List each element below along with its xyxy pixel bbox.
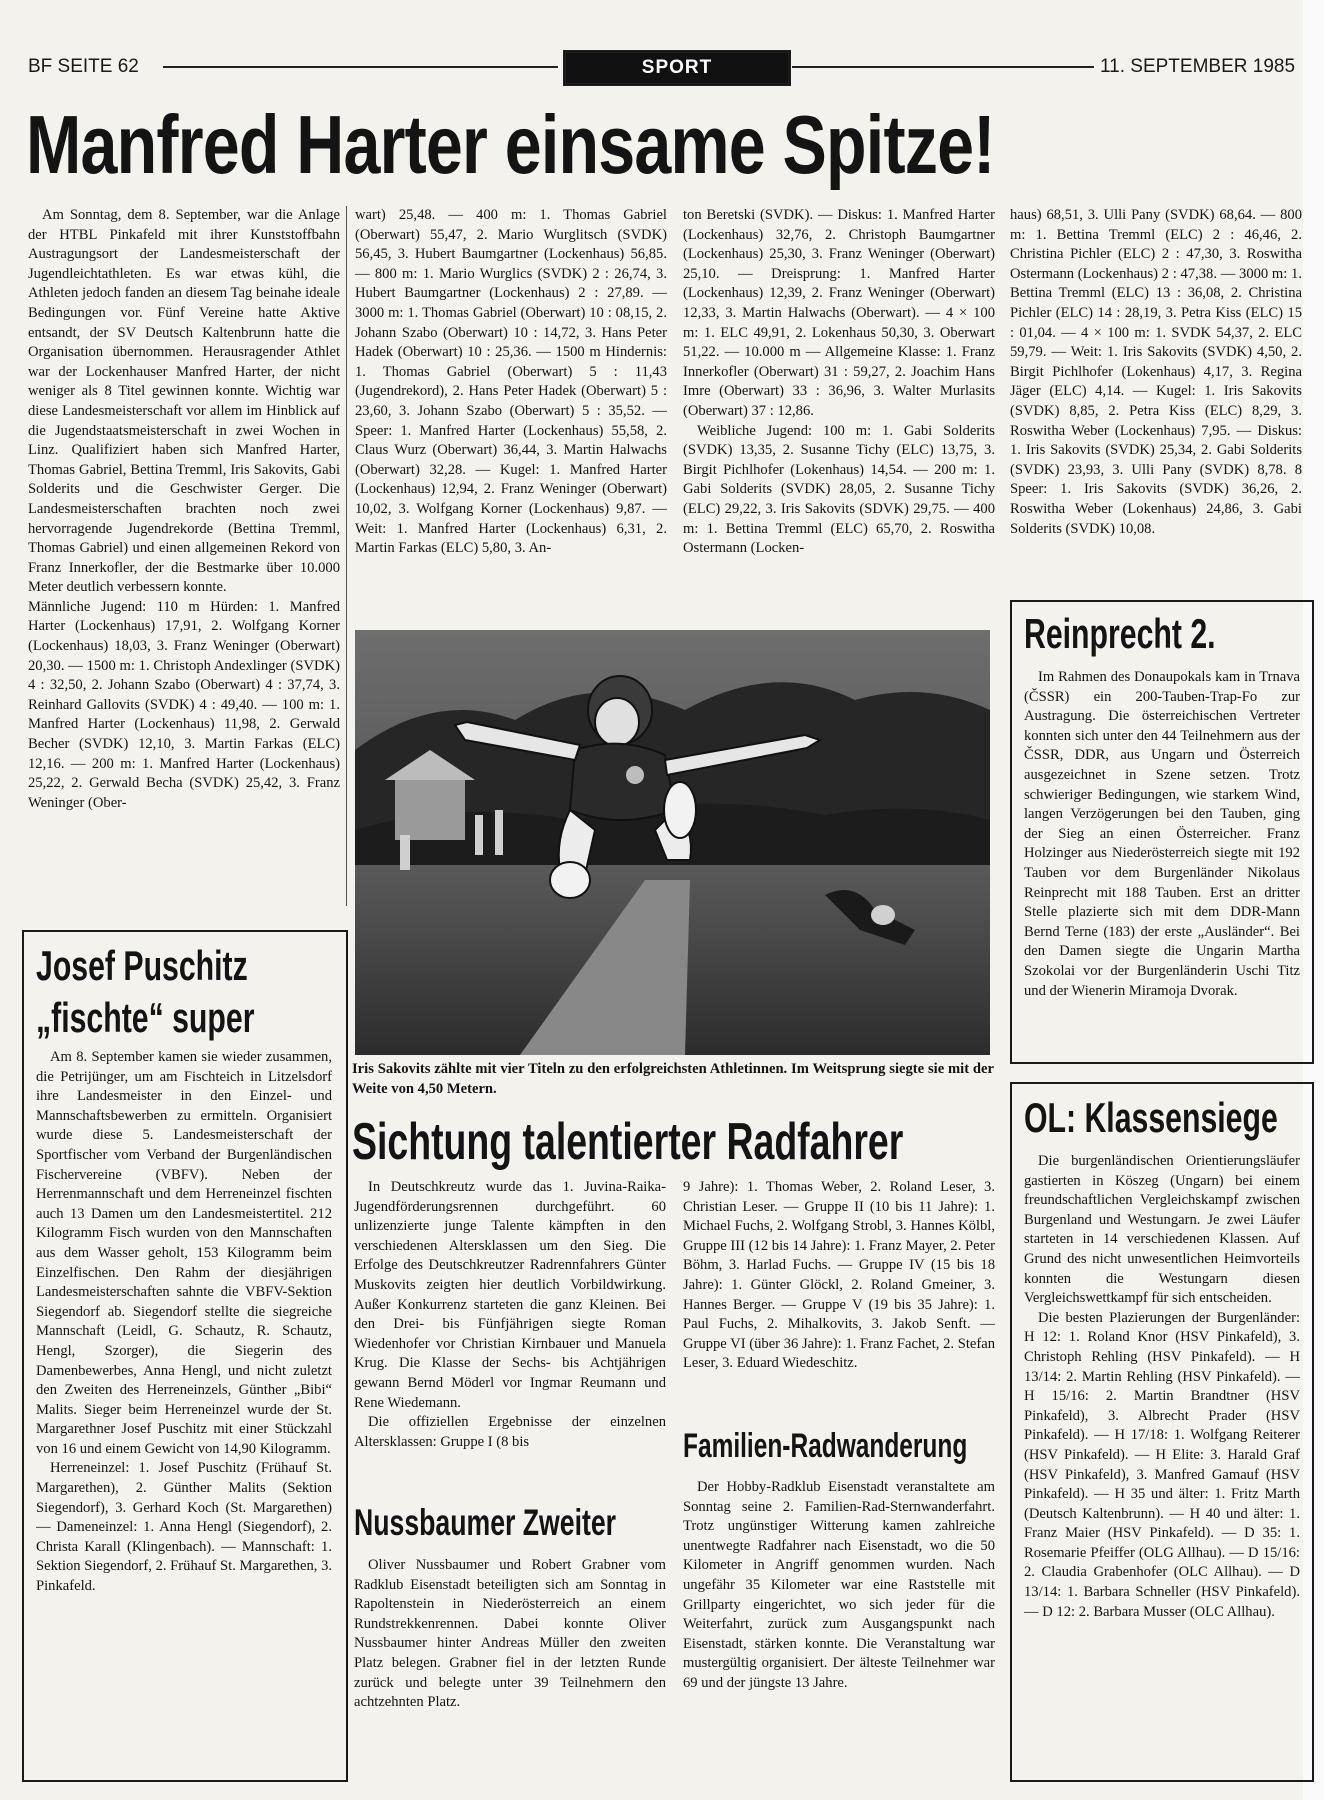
ol-headline: OL: Klassensiege xyxy=(1024,1094,1278,1141)
header-rule-left xyxy=(163,66,558,68)
photo-caption: Iris Sakovits zählte mit vier Titeln zu den erfolgreichsten Athletinnen. Im Weitsprung siegte sie mit der Weite von 4,50 Metern. xyxy=(352,1061,994,1097)
article-intro: Am Sonntag, dem 8. September, war die Anlage der HTBL Pinkafeld mit ihrer Kunststoffbahn Austragungsort der Landesmeisterschaft der Jugendleichtathleten. Es war etwas kühl, die Athleten jedoch fanden an diesem Tag beinahe ideale Bedingungen vor. Fünf Vereine hatte Aktive entsandt, der SV Deutsch Kaltenbrunn hatte die Organisation übernommen. Herausragender Athlet war der Lockenhauser Manfred Harter, der nicht weniger als 8 Titel gewinnen konnte. Wichtig war diese Landesmeisterschaft vor allem im Hinblick auf die Jugendstaatsmeisterschaft in zwei Wochen in Linz. Qualifiziert haben sich Manfred Harter, Thomas Gabriel, Bettina Tremml, Iris Sakovits, Gabi Solderits und die Geschwister Gerger. Die Landesmeisterschaften brachten noch zwei hervorragende Jugendrekorde (Bettina Tremml, Thomas Gabriel) und einen allgemeinen Rekord von Franz Innerkofler, der die Bestmarke über 10.000 Meter deutlich verbessern konnte. xyxy=(28,207,340,596)
reinprecht-body xyxy=(1024,668,1300,1056)
reinprecht-text: Im Rahmen des Donaupokals kam in Trnava (ČSSR) ein 200-Tauben-Trap-Fo zur Austragung. Die österreichischen Vertreter konnten sich unter den 44 Teilnehmern aus der ČSSR, DDR, aus Ungarn und Österreich ausgezeichnet in Szene setzen. Trotz schwieriger Bedingungen, wie starkem Wind, langen Verzögerungen bei den Tauben, ging der Sieg an einen Österreicher. Franz Holzinger aus Niederösterreich siegte mit 192 Tauben vor dem Burgenländer Nikolaus Reinprecht mit 188 Tauben. Erst an dritter Stelle plazierte sich mit dem DDR-Mann Bernd Terne (183) der erste „Ausländer“. Bei den Damen siegte die Ungarin Martha Szokolai vor der Burgenländerin Uschi Titz und der Wienerin Miramoja Dvorak. xyxy=(1024,669,1300,999)
page-number: BF SEITE 62 xyxy=(28,56,139,77)
results-continued-3: haus) 68,51, 3. Ulli Pany (SVDK) 68,64. — 800 m: 1. Bettina Tremml (ELC) 2 : 46,46, 2. Christina Pichler (ELC) 2 : 47,30, 3. Roswitha Ostermann (Lockenhaus) 2 : 47,38. — 3000 m: 1. Bettina Tremml (ELC) 13 : 36,08, 2. Christina Pichler (ELC) 14 : 28,19, 3. Petra Kiss (ELC) 15 : 01,04. — 4 × 100 m: 1. SVDK 54,37, 2. ELC 59,79. — Weit: 1. Iris Sakovits (SVDK) 4,50, 2. Birgit Pichlhofer (Lokenhaus) 4,17, 3. Regina Jäger (ELC) 4,14. — Kugel: 1. Iris Sakovits (SVDK) 8,85, 2. Petra Kiss (ELC) 8,29, 3. Roswitha Weber (Lockenhaus) 7,95. — Diskus: 1. Iris Sakovits (SVDK) 25,34, 2. Gabi Solderits (SVDK) 23,93, 3. Ulli Pany (SVDK) 8,78. 8 Speer: 1. Iris Sakovits (SVDK) 36,26, 2. Roswitha Weber (Lokenhaus) 24,86, 3. Gabi Solderits (SVDK) 10,08. xyxy=(1010,207,1302,537)
puschitz-results: Herreneinzel: 1. Josef Puschitz (Frühauf St. Margarethen), 2. Günther Malits (Sektion Siegendorf), 3. Gerhard Koch (St. Margarethen) — Dameneinzel: 1. Anna Hengl (Siegendorf), 2. Christa Karall (Klingenbach). — Mannschaft: 1. Sektion Siegendorf, 2. Frühauf St. Margarethen, 3. Pinkafeld. xyxy=(36,1460,332,1595)
puschitz-headline-line-1: Josef Puschitz xyxy=(36,942,248,989)
nussbaumer-headline: Nussbaumer Zweiter xyxy=(354,1502,617,1543)
column-rule xyxy=(346,206,347,906)
results-maennliche-jugend: Männliche Jugend: 110 m Hürden: 1. Manfred Harter (Lockenhaus) 17,91, 2. Wolfgang Korner (Lockenhaus) 18,03, 3. Franz Weninger (Oberwart) 20,30. — 1500 m: 1. Christoph Andexlinger (SVDK) 4 : 32,50, 2. Johann Szabo (Oberwart) 4 : 37,74, 3. Reinhard Gallovits (SVDK) 4 : 49,40. — 100 m: 1. Manfred Harter (Lockenhaus) 11,98, 2. Gerwald Becher (SVDK) 12,10, 3. Martin Farkas (ELC) 12,16. — 200 m: 1. Manfred Harter (Lockenhaus) 25,22, 2. Gerwald Becha (SVDK) 25,42, 3. Franz Weninger (Ober- xyxy=(28,598,340,811)
familien-body xyxy=(683,1478,995,1778)
radfahrer-results-intro: Die offiziellen Ergebnisse der einzelnen Altersklassen: Gruppe I (8 bis xyxy=(354,1414,666,1450)
long-jump-photo xyxy=(355,630,990,1055)
section-label: SPORT xyxy=(563,50,791,86)
radfahrer-column-1 xyxy=(354,1178,666,1488)
radfahrer-column-2 xyxy=(683,1178,995,1413)
article-column-3 xyxy=(683,206,995,624)
main-headline: Manfred Harter einsame Spitze! xyxy=(26,98,995,191)
nussbaumer-body xyxy=(354,1556,666,1778)
header-rule-right xyxy=(792,66,1094,68)
results-continued-2: ton Beretski (SVDK). — Diskus: 1. Manfred Harter (Lockenhaus) 32,76, 2. Christoph Baumgartner (Lockenhaus) 25,30, 3. Franz Weninger (Oberwart) 25,10. — Dreisprung: 1. Manfred Harter (Lockenhaus) 12,39, 2. Franz Weninger (Oberwart) 12,33, 3. Martin Halwachs (Oberwart). — 4 × 100 m: 1. ELC 49,91, 2. Lokenhaus 50,30, 3. Oberwart 51,22. — 10.000 m — Allgemeine Klasse: 1. Franz Innerkofler (Oberwart) 31 : 59,27, 2. Joachim Hans Imre (Oberwart) 33 : 36,96, 3. Walter Murlasits (Oberwart) 37 : 12,86. xyxy=(683,207,995,419)
nussbaumer-text: Oliver Nussbaumer und Robert Grabner vom Radklub Eisenstadt beteiligten sich am Sonntag in Rapoltenstein in Niederösterreich an einem Rundstrekkenrennen. Dabei konnte Oliver Nussbaumer hinter Andreas Müller den zweiten Platz belegen. Grabner fiel in der letzten Runde zurück und belegte unter 39 Teilnehmern den achtzehnten Platz. xyxy=(354,1557,666,1711)
ol-text: Die burgenländischen Orientierungsläufer gastierten in Köszeg (Ungarn) bei einem freundschaftlichen Vergleichskampf zwischen Burgenland und Westungarn. Je zwei Läufer starteten in 14 verschiedenen Klassen. Auf Grund des nicht unwesentlichen Heimvorteils konnten die Westungarn diesen Vergleichswettkampf für sich entscheiden. xyxy=(1024,1153,1300,1307)
article-column-1 xyxy=(28,206,340,911)
ol-results: Die besten Plazierungen der Burgenländer: H 12: 1. Roland Knor (HSV Pinkafeld), 3. Christoph Rehling (HSV Pinkafeld). — H 13/14: 2. Martin Rehling (HSV Pinkafeld). — H 15/16: 2. Martin Brandtner (HSV Pinkafeld), 3. Albrecht Prader (HSV Pinkafeld). — H 17/18: 1. Wolfgang Reiterer (HSV Pinkafeld). — H Elite: 3. Harald Graf (HSV Pinkafeld), 3. Manfred Gamauf (HSV Pinkafeld). — H 35 und älter: 1. Fritz Marth (Deutsch Kaltenbrunn). — H 40 und älter: 1. Franz Maier (HSV Pinkafeld). — D 35: 1. Rosemarie Pfeiffer (OLG Allhau). — D 15/16: 2. Claudia Grabenhofer (OLC Allhau). — D 13/14: 1. Barbara Schneller (HSV Pinkafeld). — D 12: 2. Barbara Musser (OLC Allhau). xyxy=(1024,1309,1300,1620)
article-column-4 xyxy=(1010,206,1302,578)
puschitz-body xyxy=(36,1048,332,1774)
issue-date: 11. SEPTEMBER 1985 xyxy=(1100,56,1296,77)
radfahrer-text: In Deutschkreutz wurde das 1. Juvina-Raika-Jugendförderungsrennen durchgeführt. 60 unlizenzierte junge Talente kämpften in den verschiedenen Altersklassen um den Sieg. Die Erfolge des Deutschkreutzer Radrennfahrers Günter Muskovits zeigten hier deutlich Vorbildwirkung. Außer Konkurrenz starteten die ganz Kleinen. Bei den Drei- bis Fünfjährigen siegte Roman Wiedenhofer vor Christian Kirnbauer und Manuela Krug. Die Klasse der Sechs- bis Achtjährigen gewann Bernd Möderl vor Ingmar Reumann und Rene Wiedemann. xyxy=(354,1179,666,1411)
radfahrer-results: 9 Jahre): 1. Thomas Weber, 2. Roland Leser, 3. Christian Leser. — Gruppe II (10 bis 11 Jahre): 1. Michael Fuchs, 2. Wolfgang Strobl, 3. Hannes Kölbl, Gruppe III (12 bis 14 Jahre): 1. Franz Mayer, 2. Peter Böhm, 3. Harlad Fuchs. — Gruppe IV (15 bis 18 Jahre): 1. Günter Glöckl, 2. Roland Gmeiner, 3. Hannes Berger. — Gruppe V (19 bis 35 Jahre): 1. Paul Fuchs, 2. Mihalkovits, 3. Jakob Senft. — Gruppe VI (über 36 Jahre): 1. Franz Fachet, 2. Stefan Leser, 3. Eduard Wiedeschitz. xyxy=(683,1179,995,1372)
results-weibliche-jugend: Weibliche Jugend: 100 m: 1. Gabi Solderits (SVDK) 13,35, 2. Susanne Tichy (ELC) 13,75, 3. Birgit Pichlhofer (Lokenhaus) 14,54. — 200 m: 1. Gabi Solderits (SVDK) 28,05, 2. Susanne Tichy (ELC) 29,22, 3. Iris Sakovits (SDVK) 29,75. — 400 m: 1. Bettina Tremml (ELC) 65,70, 2. Roswitha Ostermann (Locken- xyxy=(683,422,995,557)
ol-body xyxy=(1024,1152,1300,1774)
puschitz-text: Am 8. September kamen sie wieder zusammen, die Petrijünger, um am Fischteich in Litzelsdorf ihre Landesmeister in den Einzel- und Mannschaftsbewerben zu ermitteln. Organisiert wurde diese 5. Landesmeisterschaft der Sportfischer vom Verband der Burgenländischen Fischervereine (VBFV). Neben der Herrenmannschaft und dem Herreneinzel fischten auch 13 Damen um den Landesmeistertitel. 212 Kilogramm Fisch wurden von den Mannschaften aus dem Wasser geholt, 153 Kilogramm beim Einzelfischen. Den Rahm der diesjährigen Landesmeisterschaften sahnte die VBFV-Sektion Siegendorf ab. Siegendorf stellte die siegreiche Mannschaft (Leidl, G. Schautz, R. Schautz, Hengl, Szorger), die Siegerin des Damenbewerbes, Anna Hengl, und nicht zuletzt den Zweiten des Herreneinzels, Günther „Bibi“ Malits. Sieger beim Herreneinzel wurde der St. Margarethner Josef Puschitz mit einer Stückzahl von 16 und einem Gewicht von 14,90 Kilogramm. xyxy=(36,1049,332,1457)
familien-headline: Familien-Radwanderung xyxy=(683,1427,968,1465)
radfahrer-headline: Sichtung talentierter Radfahrer xyxy=(352,1113,904,1171)
puschitz-headline-line-2: „fischte“ super xyxy=(36,994,255,1041)
results-continued-1: wart) 25,48. — 400 m: 1. Thomas Gabriel (Oberwart) 55,47, 2. Mario Wurglitsch (SVDK) 56,45, 3. Hubert Baumgartner (Lockenhaus) 56,85. — 800 m: 1. Mario Wurglics (SVDK) 2 : 26,74, 3. Hubert Baumgartner (Lockenhaus) 2 : 27,89. — 3000 m: 1. Thomas Gabriel (Oberwart) 10 : 08,15, 2. Johann Szabo (Oberwart) 10 : 14,72, 3. Hans Peter Hadek (Oberwart) 10 : 25,36. — 1500 m Hindernis: 1. Thomas Gabriel (Oberwart) 5 : 11,43 (Jugendrekord), 2. Hans Peter Hadek (Oberwart) 5 : 23,60, 3. Johann Szabo (Oberwart) 5 : 35,52. — Speer: 1. Manfred Harter (Lockenhaus) 55,58, 2. Claus Wurz (Oberwart) 36,44, 3. Martin Halwachs (Oberwart) 32,28. — Kugel: 1. Manfred Harter (Lockenhaus) 12,94, 2. Franz Weninger (Oberwart) 10,02, 3. Wolfgang Korner (Lockenhaus) 9,87. — Weit: 1. Manfred Harter (Lockenhaus) 6,31, 2. Martin Farkas (ELC) 5,80, 3. An- xyxy=(355,207,667,557)
reinprecht-headline: Reinprecht 2. xyxy=(1024,610,1216,657)
puschitz-headline xyxy=(36,940,356,1044)
photo-long-jump xyxy=(355,630,990,1055)
familien-text: Der Hobby-Radklub Eisenstadt veranstaltete am Sonntag seine 2. Familien-Rad-Sternwanderfahrt. Trotz ungünstiger Witterung kamen zahlreiche unentwegte Radfahrer nach Eisenstadt, wo die 50 Kilometer in Angriff genommen wurden. Nach ungefähr 35 Kilometer war eine Raststelle mit Grillparty eingerichtet, wo sich jeder für die Weiterfahrt, zurück zum Ausgangspunkt nach Eisenstadt, stärken konnte. Die Veranstaltung war mustergültig organisiert. Der älteste Teilnehmer war 69 und der jüngste 13 Jahre. xyxy=(683,1479,995,1691)
article-column-2 xyxy=(355,206,667,624)
